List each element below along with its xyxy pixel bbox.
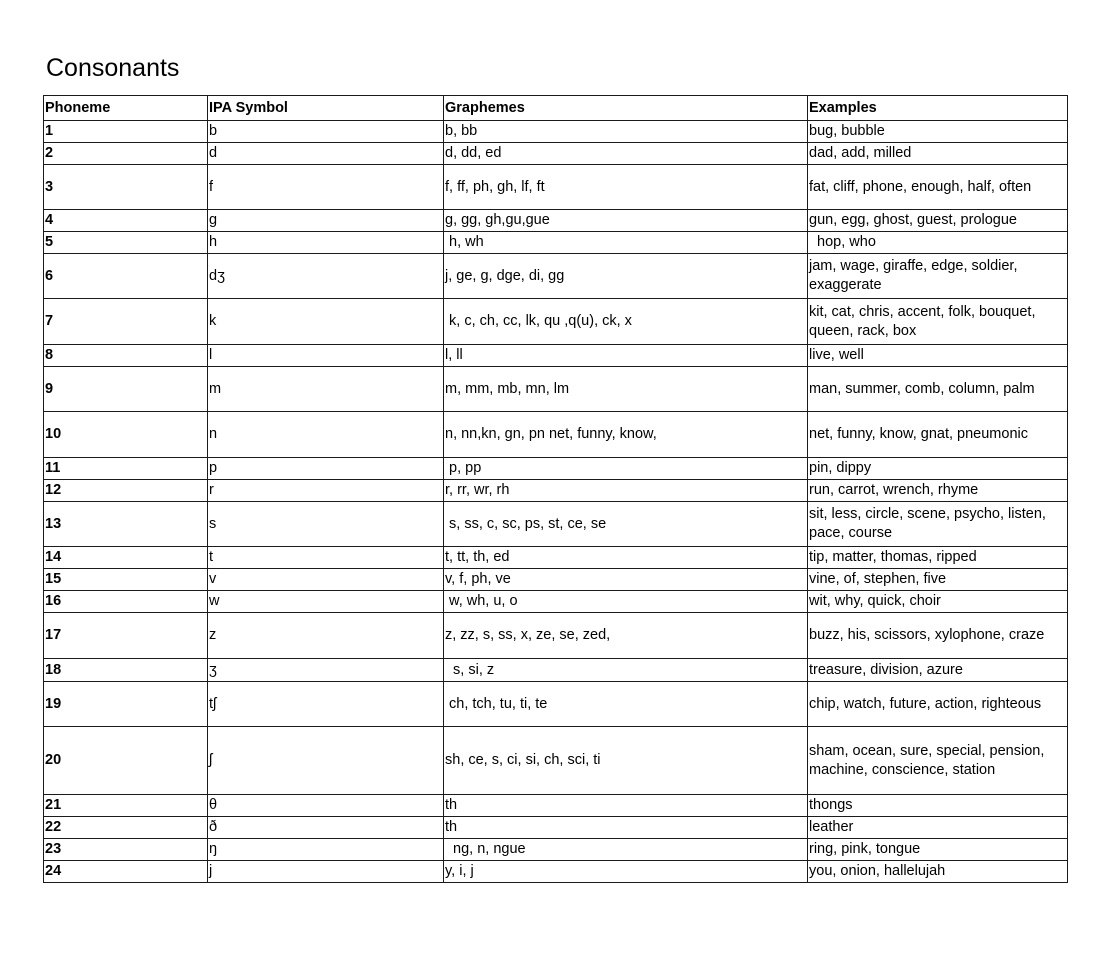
examples-cell: jam, wage, giraffe, edge, soldier, exaggerate [808,254,1068,299]
graphemes-cell: th [444,817,808,839]
ipa-cell: l [208,345,444,367]
phoneme-cell: 14 [44,547,208,569]
table-row [44,817,1068,839]
graphemes-cell: g, gg, gh,gu,gue [444,210,808,232]
phoneme-cell: 20 [44,727,208,795]
graphemes-cell: ch, tch, tu, ti, te [444,682,808,727]
graphemes-cell: t, tt, th, ed [444,547,808,569]
table-row [44,547,1068,569]
examples-cell: net, funny, know, gnat, pneumonic [808,412,1068,458]
table-row [44,795,1068,817]
table-row [44,839,1068,861]
column-header-phoneme: Phoneme [44,96,208,121]
ipa-cell: m [208,367,444,412]
phoneme-cell: 2 [44,143,208,165]
examples-cell: dad, add, milled [808,143,1068,165]
phoneme-cell: 1 [44,121,208,143]
examples-cell: hop, who [808,232,1068,254]
examples-cell: gun, egg, ghost, guest, prologue [808,210,1068,232]
table-row [44,412,1068,458]
graphemes-cell: k, c, ch, cc, lk, qu ,q(u), ck, x [444,299,808,345]
table-row [44,480,1068,502]
ipa-cell: ʃ [208,727,444,795]
graphemes-cell: s, si, z [444,659,808,682]
table-row [44,345,1068,367]
column-header-examples: Examples [808,96,1068,121]
table-row [44,502,1068,547]
examples-cell: sham, ocean, sure, special, pension, machine, conscience, station [808,727,1068,795]
table-row [44,143,1068,165]
examples-cell: tip, matter, thomas, ripped [808,547,1068,569]
graphemes-cell: ng, n, ngue [444,839,808,861]
graphemes-cell: b, bb [444,121,808,143]
table-row [44,210,1068,232]
table-row [44,458,1068,480]
phoneme-cell: 21 [44,795,208,817]
examples-cell: run, carrot, wrench, rhyme [808,480,1068,502]
examples-cell: wit, why, quick, choir [808,591,1068,613]
ipa-cell: ð [208,817,444,839]
table-row [44,569,1068,591]
ipa-cell: k [208,299,444,345]
phoneme-cell: 17 [44,613,208,659]
table-row [44,232,1068,254]
graphemes-cell: l, ll [444,345,808,367]
phoneme-cell: 24 [44,861,208,883]
phoneme-cell: 4 [44,210,208,232]
ipa-cell: d [208,143,444,165]
examples-cell: buzz, his, scissors, xylophone, craze [808,613,1068,659]
graphemes-cell: th [444,795,808,817]
phoneme-cell: 16 [44,591,208,613]
examples-cell: leather [808,817,1068,839]
table-row [44,727,1068,795]
ipa-cell: ʒ [208,659,444,682]
examples-cell: man, summer, comb, column, palm [808,367,1068,412]
graphemes-cell: f, ff, ph, gh, lf, ft [444,165,808,210]
ipa-cell: s [208,502,444,547]
table-row [44,367,1068,412]
graphemes-cell: d, dd, ed [444,143,808,165]
table-row [44,299,1068,345]
consonants-table [43,95,1068,883]
ipa-cell: b [208,121,444,143]
phoneme-cell: 15 [44,569,208,591]
table-row [44,682,1068,727]
phoneme-cell: 5 [44,232,208,254]
phoneme-cell: 6 [44,254,208,299]
phoneme-cell: 7 [44,299,208,345]
table-row [44,613,1068,659]
table-row [44,861,1068,883]
ipa-cell: dʒ [208,254,444,299]
graphemes-cell: s, ss, c, sc, ps, st, ce, se [444,502,808,547]
graphemes-cell: r, rr, wr, rh [444,480,808,502]
examples-cell: sit, less, circle, scene, psycho, listen, pace, course [808,502,1068,547]
ipa-cell: p [208,458,444,480]
graphemes-cell: z, zz, s, ss, x, ze, se, zed, [444,613,808,659]
ipa-cell: v [208,569,444,591]
ipa-cell: z [208,613,444,659]
table-header-row [44,96,1068,121]
phoneme-cell: 10 [44,412,208,458]
ipa-cell: r [208,480,444,502]
graphemes-cell: sh, ce, s, ci, si, ch, sci, ti [444,727,808,795]
examples-cell: chip, watch, future, action, righteous [808,682,1068,727]
phoneme-cell: 3 [44,165,208,210]
graphemes-cell: p, pp [444,458,808,480]
examples-cell: bug, bubble [808,121,1068,143]
ipa-cell: n [208,412,444,458]
phoneme-cell: 12 [44,480,208,502]
examples-cell: kit, cat, chris, accent, folk, bouquet, queen, rack, box [808,299,1068,345]
ipa-cell: t [208,547,444,569]
phoneme-cell: 9 [44,367,208,412]
graphemes-cell: m, mm, mb, mn, lm [444,367,808,412]
ipa-cell: θ [208,795,444,817]
graphemes-cell: v, f, ph, ve [444,569,808,591]
examples-cell: live, well [808,345,1068,367]
phoneme-cell: 13 [44,502,208,547]
column-header-ipa-symbol: IPA Symbol [208,96,444,121]
table-row [44,659,1068,682]
ipa-cell: tʃ [208,682,444,727]
page-title: Consonants [46,54,180,82]
table-row [44,254,1068,299]
phoneme-cell: 18 [44,659,208,682]
phoneme-cell: 22 [44,817,208,839]
ipa-cell: f [208,165,444,210]
examples-cell: fat, cliff, phone, enough, half, often [808,165,1068,210]
phoneme-cell: 23 [44,839,208,861]
examples-cell: pin, dippy [808,458,1068,480]
graphemes-cell: h, wh [444,232,808,254]
phoneme-cell: 11 [44,458,208,480]
ipa-cell: ŋ [208,839,444,861]
table-row [44,121,1068,143]
ipa-cell: g [208,210,444,232]
graphemes-cell: n, nn,kn, gn, pn net, funny, know, [444,412,808,458]
graphemes-cell: w, wh, u, o [444,591,808,613]
ipa-cell: w [208,591,444,613]
examples-cell: vine, of, stephen, five [808,569,1068,591]
examples-cell: treasure, division, azure [808,659,1068,682]
examples-cell: thongs [808,795,1068,817]
table-row [44,591,1068,613]
phoneme-cell: 19 [44,682,208,727]
column-header-graphemes: Graphemes [444,96,808,121]
examples-cell: you, onion, hallelujah [808,861,1068,883]
ipa-cell: j [208,861,444,883]
examples-cell: ring, pink, tongue [808,839,1068,861]
ipa-cell: h [208,232,444,254]
graphemes-cell: j, ge, g, dge, di, gg [444,254,808,299]
phoneme-cell: 8 [44,345,208,367]
graphemes-cell: y, i, j [444,861,808,883]
table-row [44,165,1068,210]
